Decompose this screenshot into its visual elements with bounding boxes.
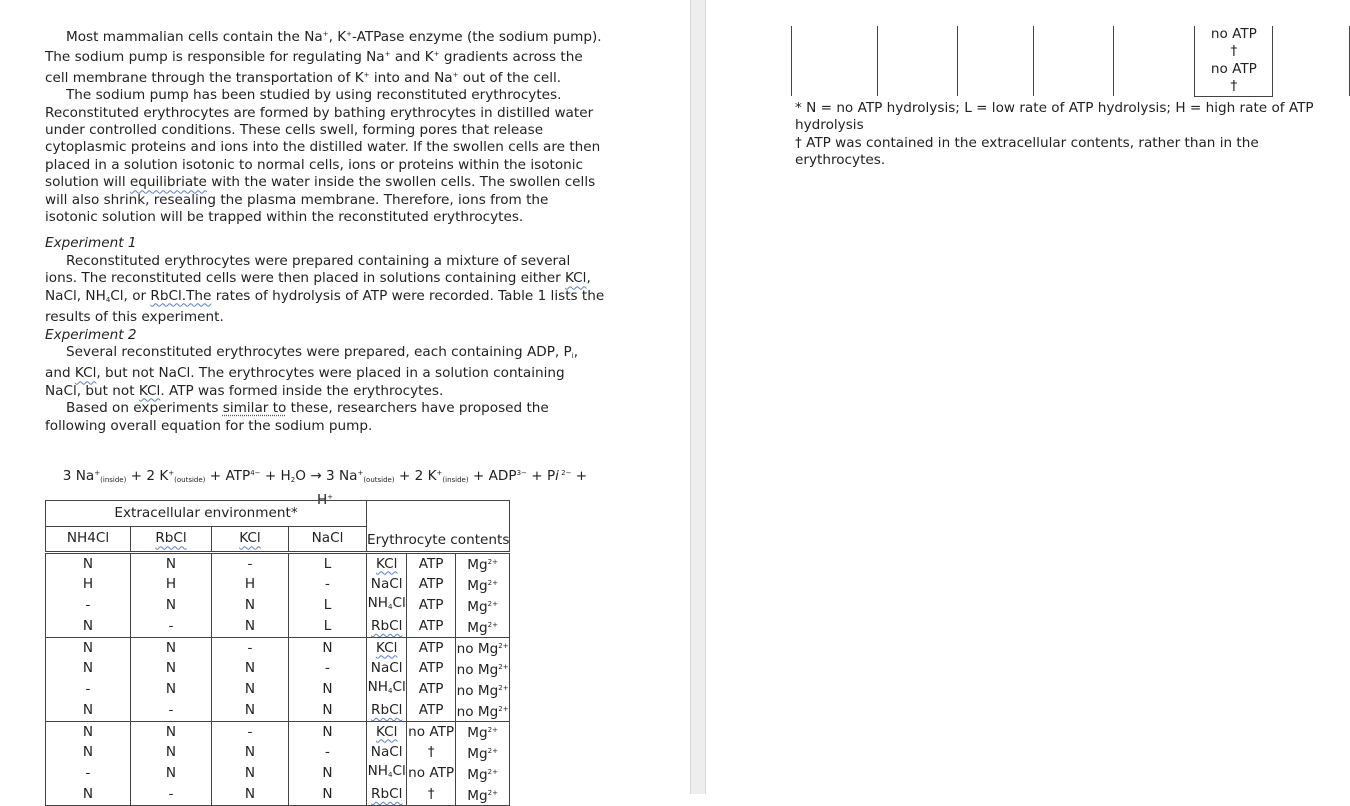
table-cell: ATP [407,575,455,596]
table-cell: $Mg^{2+}$ [455,763,510,785]
col-header-rbcl: RbCl [131,527,212,553]
table-cell: $Mg^{2+}$ [455,617,510,638]
table-cell: N [46,743,131,764]
table-cell: - [289,659,367,680]
erythrocyte-header: Erythrocyte contents [367,501,510,553]
table-cell: N [212,785,289,806]
table-row [46,553,510,575]
table-cell: N [46,785,131,806]
extracellular-header: Extracellular environment* [46,501,367,527]
table-cell: L [289,595,367,617]
table-cell: † [407,785,455,806]
table-cell: N [131,763,212,785]
table-cell: † [1195,43,1273,60]
table-cell: $Mg^{2+}$ [455,743,510,764]
table-cell: KCl [367,553,407,575]
table-cell: N [212,659,289,680]
table-row [46,659,510,680]
footnote-dagger: † ATP was contained in the extracellular contents, rather than in the erythrocytes. [795,134,1259,169]
table-cell: N [289,679,367,701]
table-cell: no ATP [1195,61,1273,78]
table-cell: no ATP [407,763,455,785]
body-text [45,26,605,435]
table-cell: N [289,763,367,785]
table-row [46,701,510,722]
table-cell: - [131,617,212,638]
table-body [46,553,510,806]
table-cell: N [289,638,367,659]
col-header-kcl: KCl [212,527,289,553]
sodium-pump-equation: 3 $Na^+_{(inside)} + 2$ $K^+_{(outside)} + ATP^{4-} + H_2O \to 3$ $Na^+_{(outside)} + 2$ $K^+_{(inside)} + ADP^{3-} + Pi$ $^{2-}$ + H+ [62,468,588,508]
table-cell: $Mg^{2+}$ [455,553,510,575]
table-cell: N [289,785,367,806]
table-cell: $NH_4Cl$ [367,763,407,785]
table-cell: no $Mg^{2+}$ [455,638,510,659]
table-cell: N [131,722,212,743]
table-cell: N [289,722,367,743]
table-cell: ATP [407,617,455,638]
table-cell: L [289,617,367,638]
table-row [46,743,510,764]
table-cell: L [289,553,367,575]
table-cell: KCl [367,722,407,743]
page-gutter [690,0,706,794]
table-cell: - [212,553,289,575]
table-cell: ATP [407,595,455,617]
table-cell: $NH_4Cl$ [367,679,407,701]
document-page-right [706,0,1350,794]
table-cell: $Mg^{2+}$ [455,785,510,806]
table-cell: NaCl [367,743,407,764]
table-cell: NaCl [367,659,407,680]
table-cell: - [212,638,289,659]
table-cell: no $Mg^{2+}$ [455,701,510,722]
table-row [46,679,510,701]
experiment-1-heading: Experiment 1 [45,235,137,252]
table-cell: RbCl [367,785,407,806]
table-cell: - [289,575,367,596]
table-cell: no $Mg^{2+}$ [455,659,510,680]
table-cell: no $Mg^{2+}$ [455,679,510,701]
table-cell: $Mg^{2+}$ [455,575,510,596]
table-cell: ATP [407,659,455,680]
table-cell: N [46,701,131,722]
table-row [46,575,510,596]
table-cell: $NH_4Cl$ [367,595,407,617]
table-cell: ATP [407,679,455,701]
results-table-continued [791,26,1350,97]
table-cell: - [131,785,212,806]
table-row [46,785,510,806]
table-cell: no ATP [1195,26,1273,43]
table-row [46,617,510,638]
table-cell: ATP [407,553,455,575]
table-cell: - [46,679,131,701]
table-cell: $Mg^{2+}$ [455,722,510,743]
experiment-1-paragraph: Reconstituted erythrocytes were prepared containing a mixture of several ions. The reconstituted cells were then placed in solutions containing either KCl, NaCl, $NH_4Cl$, or RbCl.The rates of hydrolysis of ATP were recorded. Table 1 lists the results of this experiment. [45,252,605,326]
table-cell: N [46,659,131,680]
table-cell: † [407,743,455,764]
table-cell: no ATP [407,722,455,743]
table-row [46,595,510,617]
table-cell: N [289,701,367,722]
table-cell: N [212,763,289,785]
footnote-legend: * N = no ATP hydrolysis; L = low rate of ATP hydrolysis; H = high rate of ATP hydrolysis [795,100,1314,134]
table-cell: - [131,701,212,722]
table-cell: N [131,659,212,680]
table-cell: ATP [407,701,455,722]
col-header-nh4cl: NH4Cl [46,527,131,553]
table-cell: N [46,617,131,638]
experiment-2-heading: Experiment 2 [45,326,137,343]
table-row [46,638,510,659]
table-cell: - [46,763,131,785]
table-cell: N [131,679,212,701]
table-cell: N [212,595,289,617]
table-cell: N [212,701,289,722]
experiment-2-conclusion: Based on experiments similar to these, researchers have proposed the following overall equation for the sodium pump. [45,400,549,434]
table-cell: N [212,743,289,764]
table-row [46,763,510,785]
table-cell: ATP [407,638,455,659]
col-header-nacl: NaCl [289,527,367,553]
table-cell: KCl [367,638,407,659]
table-cell: - [289,743,367,764]
table-cell: $Mg^{2+}$ [455,595,510,617]
table-row [46,722,510,743]
table-cell: † [1195,78,1273,96]
table-cell: N [212,679,289,701]
table-cell: N [131,553,212,575]
table-cell: RbCl [367,617,407,638]
table-cell: N [46,638,131,659]
table-cell: N [131,595,212,617]
table-cell: H [131,575,212,596]
table-cell: N [46,553,131,575]
table-cell: N [46,722,131,743]
results-table [45,500,510,806]
table-cell: - [46,595,131,617]
table-cell: RbCl [367,701,407,722]
table-cell: N [131,743,212,764]
spelling-mark: equilibriate [129,174,207,191]
table-cell: NaCl [367,575,407,596]
intro-paragraph-1: Most mammalian cells contain the Na+, K+-ATPase enzyme (the sodium pump). The sodium pump is responsible for regulating Na+ and K+ gradients across the cell membrane through the transportation of K+ into and Na+ out of the cell. [45,29,602,86]
experiment-2-paragraph: Several reconstituted erythrocytes were prepared, each containing ADP, $P_i$, and KCl, but not NaCl. The erythrocytes were placed in a solution containing NaCl, but not KCl. ATP was formed inside the erythrocytes. [45,343,579,399]
table-cell: - [212,722,289,743]
table-cell: H [212,575,289,596]
table-cell: N [131,638,212,659]
intro-paragraph-2: The sodium pump has been studied by using reconstituted erythrocytes. Reconstituted erythrocytes are formed by bathing erythrocytes in distilled water under controlled conditions. These cells swell, forming pores that release cytoplasmic proteins and ions into the distilled water. If the swollen cells are then placed in a solution isotonic to normal cells, ions or proteins within the isotonic solution will equilibriate with the water inside the swollen cells. The swollen cells will also shrink, resealing the plasma membrane. Therefore, ions from the isotonic solution will be trapped within the reconstituted erythrocytes. [45,87,601,226]
table-cell: H [46,575,131,596]
table-footnotes [795,100,1340,170]
table-cell: N [212,617,289,638]
